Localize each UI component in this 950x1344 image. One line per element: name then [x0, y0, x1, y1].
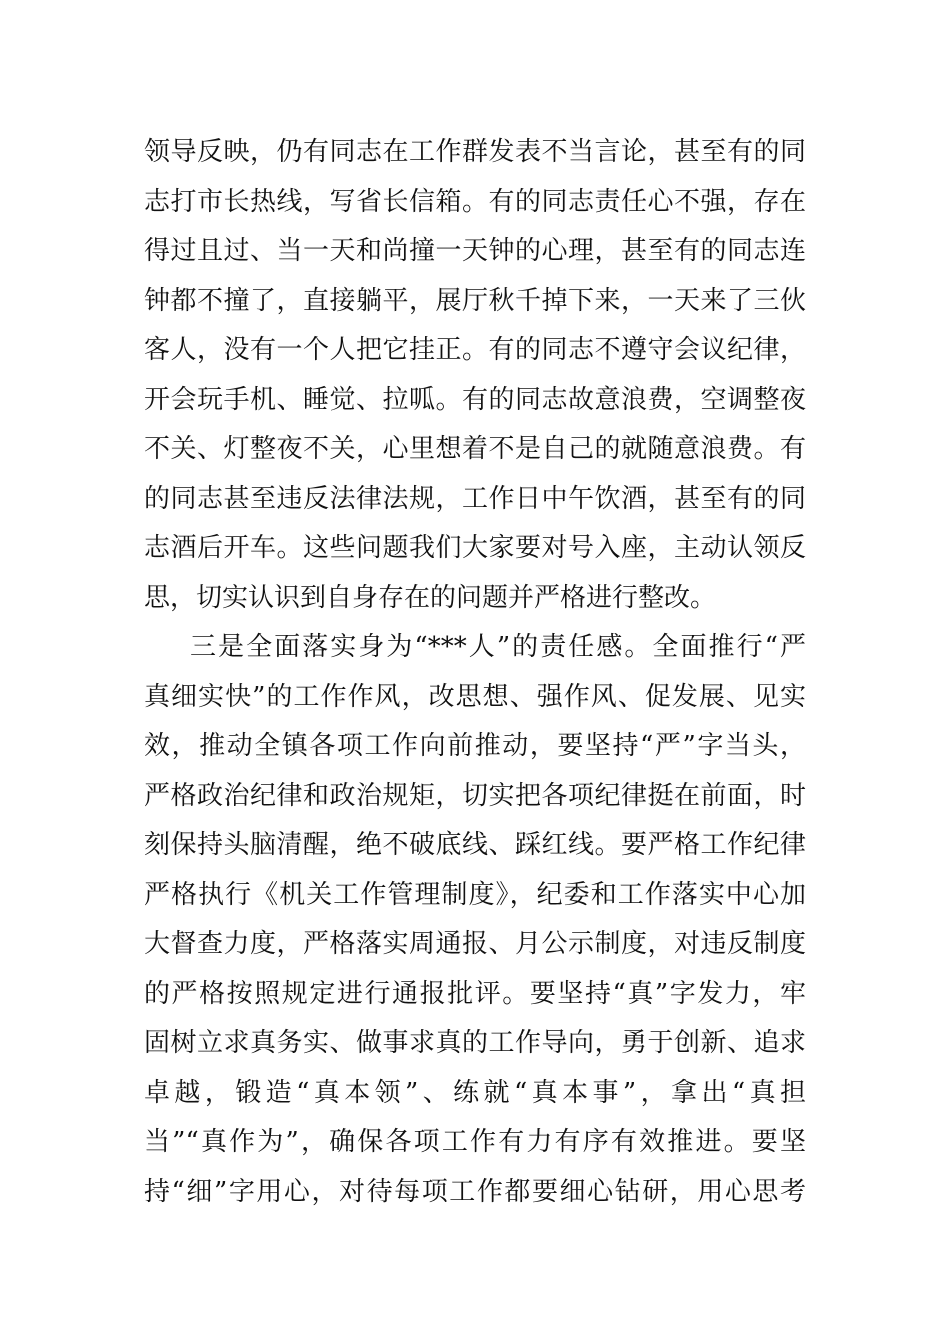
text-line: 的同志甚至违反法律法规，工作日中午饮酒，甚至有的同 — [144, 483, 806, 514]
text-line: 客人，没有一个人把它挂正。有的同志不遵守会议纪律， — [144, 335, 806, 365]
text-line: 钟都不撞了，直接躺平，展厅秋千掉下来，一天来了三伙 — [144, 285, 806, 316]
text-line: 领导反映，仍有同志在工作群发表不当言论，甚至有的同 — [144, 137, 806, 167]
text-line: 的严格按照规定进行通报批评。要坚持“真”字发力，牢 — [144, 978, 806, 1009]
text-line: 志酒后开车。这些问题我们大家要对号入座，主动认领反 — [144, 533, 806, 563]
text-line: 不关、灯整夜不关，心里想着不是自己的就随意浪费。有 — [144, 434, 806, 464]
text-line: 刻保持头脑清醒，绝不破底线、踩红线。要严格工作纪律 — [144, 830, 806, 860]
text-line: 效，推动全镇各项工作向前推动，要坚持“严”字当头， — [144, 731, 806, 761]
paragraph-start-line: 三是全面落实身为“***人”的责任感。全面推行“严 — [190, 632, 806, 662]
text-line: 志打市长热线，写省长信箱。有的同志责任心不强，存在 — [144, 186, 806, 217]
text-line: 持“细”字用心，对待每项工作都要细心钻研，用心思考 — [144, 1176, 806, 1207]
body-text — [144, 128, 806, 1217]
text-line: 卓越，锻造“真本领”、练就“真本事”，拿出“真担 — [144, 1077, 806, 1108]
text-line: 得过且过、当一天和尚撞一天钟的心理，甚至有的同志连 — [144, 236, 806, 266]
text-line: 固树立求真务实、做事求真的工作导向，勇于创新、追求 — [144, 1028, 806, 1058]
text-line: 大督查力度，严格落实周通报、月公示制度，对违反制度 — [144, 929, 806, 959]
text-line: 严格政治纪律和政治规矩，切实把各项纪律挺在前面，时 — [144, 780, 806, 811]
text-line: 思，切实认识到自身存在的问题并严格进行整改。 — [144, 582, 717, 613]
text-line: 当”“真作为”，确保各项工作有力有序有效推进。要坚 — [144, 1127, 806, 1157]
text-line: 开会玩手机、睡觉、拉呱。有的同志故意浪费，空调整夜 — [144, 384, 806, 415]
text-line: 严格执行《机关工作管理制度》，纪委和工作落实中心加 — [144, 879, 806, 910]
text-line: 真细实快”的工作作风，改思想、强作风、促发展、见实 — [144, 681, 806, 712]
